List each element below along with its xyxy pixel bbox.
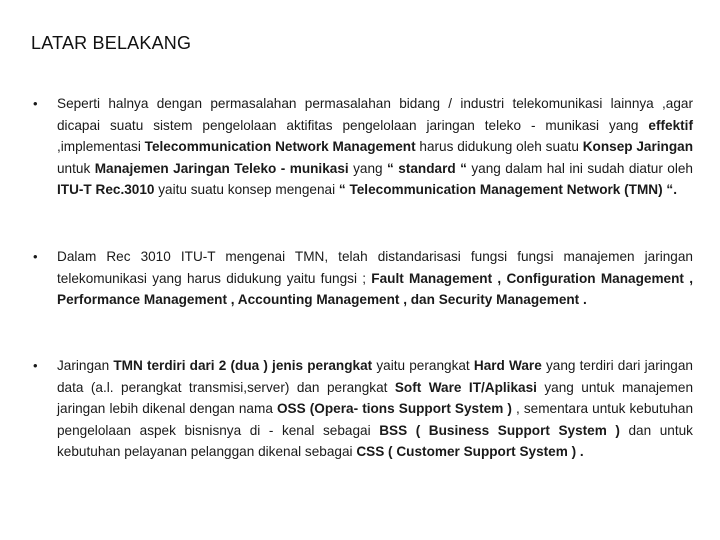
text-segment: untuk — [57, 160, 95, 176]
text-segment: ,implementasi — [57, 139, 145, 154]
slide-title: LATAR BELAKANG — [31, 33, 192, 53]
bullet-item-2 — [33, 246, 693, 311]
text-segment-bold: Konsep Jaringan — [582, 139, 693, 154]
bullet-dot-icon: • — [33, 358, 38, 373]
bullet-text-3 — [57, 355, 693, 463]
text-segment-bold: OSS (Opera- tions Support System ) — [276, 401, 512, 416]
text-segment: dan untuk kebutuhan pelayanan pelanggan dikenal sebagai — [57, 422, 693, 459]
bullet-text-1 — [57, 93, 693, 201]
text-segment-bold: Manajemen Jaringan Teleko - munikasi — [94, 160, 349, 176]
text-segment-bold: ITU-T Rec.3010 — [57, 182, 155, 197]
text-segment: yang dalam hal ini sudah diatur oleh — [466, 160, 693, 176]
text-segment-bold: “ standard “ — [387, 160, 467, 176]
text-segment-bold: BSS ( Business Support System ) — [379, 422, 620, 438]
text-segment-bold: Hard Ware — [473, 358, 542, 373]
text-segment-bold: CSS ( Customer Support System ) . — [356, 444, 584, 459]
text-segment-bold: Telecommunication Network Management — [144, 139, 416, 154]
text-segment: Seperti halnya dengan permasalahan permasalahan bidang / industri telekomunikasi lainnya ,agar dicapai suatu sistem pengelolaan aktifitas pengelolaan jaringan teleko - munikasi yang — [57, 96, 693, 133]
text-segment: , sementara untuk kebutuhan pengelolaan aspek bisnisnya di - kenal sebagai — [57, 401, 694, 438]
text-segment: yang — [348, 160, 388, 176]
bullet-text-2 — [57, 246, 693, 311]
text-segment-bold: Fault Management , Configuration Management , Performance Management , Accounting Management , dan Security Management . — [57, 270, 693, 307]
bullet-dot-icon: • — [33, 96, 38, 111]
bullet-item-1 — [33, 93, 693, 201]
text-segment-bold: Soft Ware IT/Aplikasi — [394, 379, 537, 395]
text-segment: harus didukung oleh suatu — [415, 139, 583, 154]
text-segment: Dalam Rec 3010 ITU-T mengenai TMN, telah distandarisasi fungsi fungsi manajemen jaringan telekomunikasi yang harus didukung yaitu fungsi ; — [57, 249, 693, 286]
text-segment-bold: TMN terdiri dari 2 (dua ) jenis perangkat — [113, 358, 373, 373]
text-segment-bold: effektif — [648, 117, 693, 133]
text-segment: yang untuk manajemen jaringan lebih dikenal dengan nama — [57, 379, 694, 416]
text-segment: Jaringan — [57, 358, 114, 373]
bullet-dot-icon: • — [33, 249, 38, 264]
text-segment: yaitu suatu konsep mengenai — [154, 182, 339, 197]
text-segment: yang terdiri dari jaringan data (a.l. perangkat transmisi,server) dan perangkat — [57, 358, 693, 395]
text-segment-bold: “ Telecommunication Management Network (TMN) “. — [338, 182, 677, 197]
text-segment: yaitu perangkat — [372, 358, 474, 373]
bullet-item-3 — [33, 355, 693, 463]
